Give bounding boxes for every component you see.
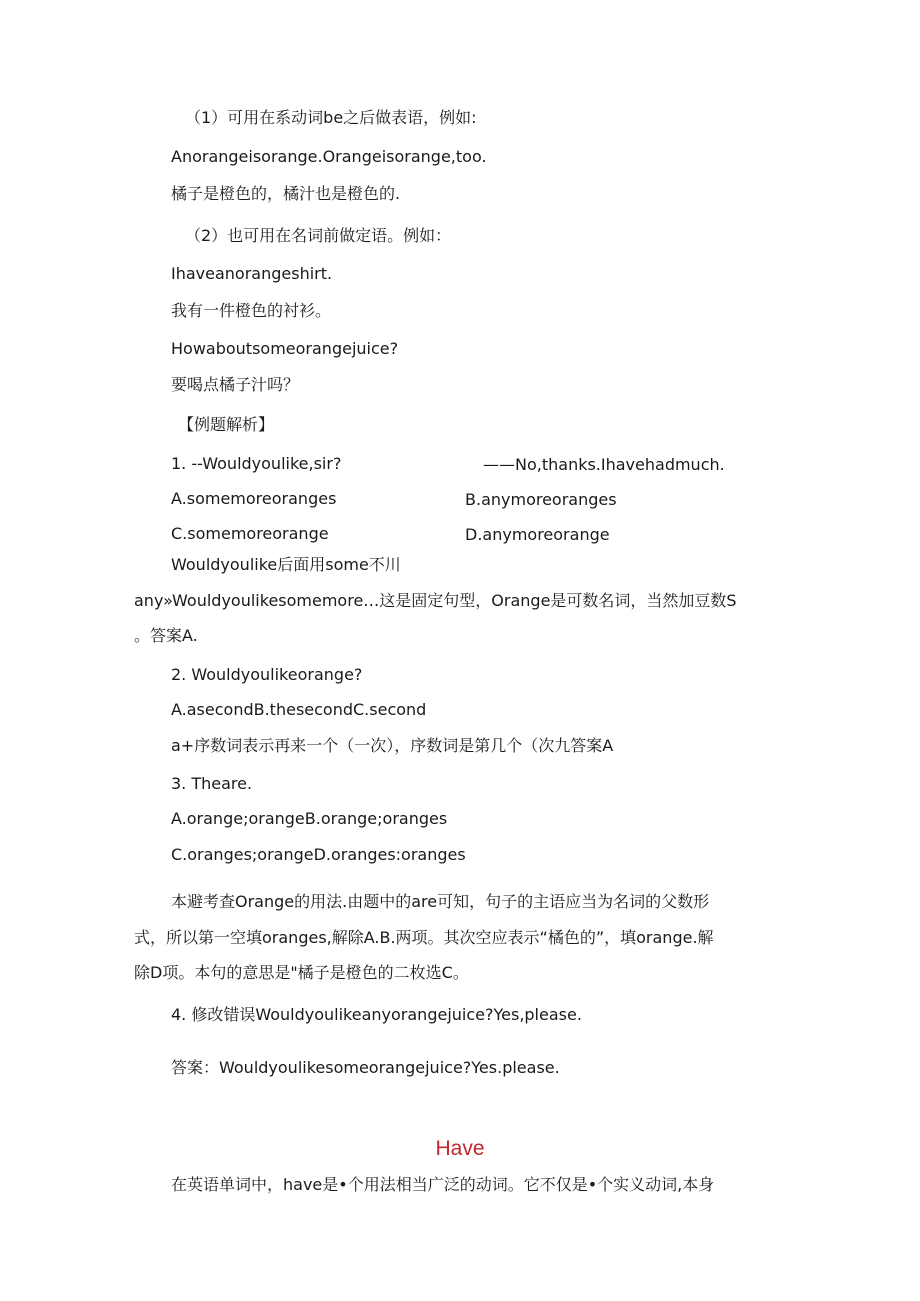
question-1-reply: ——No,thanks.Ihavehadmuch. [483,455,725,474]
question-3-options: A.orange;orangeB.orange;oranges [171,809,448,828]
answer-line: 答案：Wouldyoulikesomeorangejuice?Yes.please. [171,1058,560,1077]
explanation-line: 。答案A. [134,626,198,645]
question-1: 1. --Wouldyoulike,sir? [171,454,342,473]
explanation-line: a+序数词表示再来一个（一次），序数词是第几个（次九答案A [171,736,614,755]
example-translation: 我有一件橙色的衬衫。 [171,301,332,320]
question-3: 3. Theare. [171,774,253,793]
example-heading: 【例题解析】 [178,415,275,434]
example-translation: 橘子是橙色的，橘汁也是橙色的. [171,184,401,203]
paragraph-line: 在英语单词中，have是•个用法相当广泛的动词。它不仅是•个实义动词,本身 [171,1175,715,1194]
rule-2-text: （2）也可用在名词前做定语。例如： [185,226,452,245]
question-2: 2. Wouldyoulikeorange? [171,665,363,684]
example-sentence: Anorangeisorange.Orangeisorange,too. [171,147,487,166]
example-translation: 要喝点橘子汁吗？ [171,375,300,394]
explanation-line: any»Wouldyoulikesomemore…这是固定句型，Orange是可数名词，当然加豆数S [134,591,737,610]
question-4: 4. 修改错误Wouldyoulikeanyorangejuice?Yes,please. [171,1005,582,1024]
option-c: C.somemoreorange [171,524,329,543]
option-d: D.anymoreorange [465,525,610,544]
question-2-options: A.asecondB.thesecondC.second [171,700,427,719]
option-b: B.anymoreoranges [465,490,617,509]
explanation-line: 式，所以第一空填oranges,解除A.B.两项。其次空应表示“橘色的”，填orange.解 [134,928,714,947]
rule-1-text: （1）可用在系动词be之后做表语，例如: [185,108,477,127]
question-3-options: C.oranges;orangeD.oranges:oranges [171,845,466,864]
explanation-line: 本避考查Orange的用法.由题中的are可知，句子的主语应当为名词的父数形 [171,892,710,911]
example-sentence: Howaboutsomeorangejuice? [171,339,399,358]
option-a: A.somemoreoranges [171,489,337,508]
section-title: Have [435,1137,485,1160]
explanation-line: Wouldyoulike后面用some不川 [171,555,401,574]
example-sentence: Ihaveanorangeshirt. [171,264,333,283]
explanation-line: 除D项。本句的意思是"橘子是橙色的二枚选C。 [134,963,469,982]
